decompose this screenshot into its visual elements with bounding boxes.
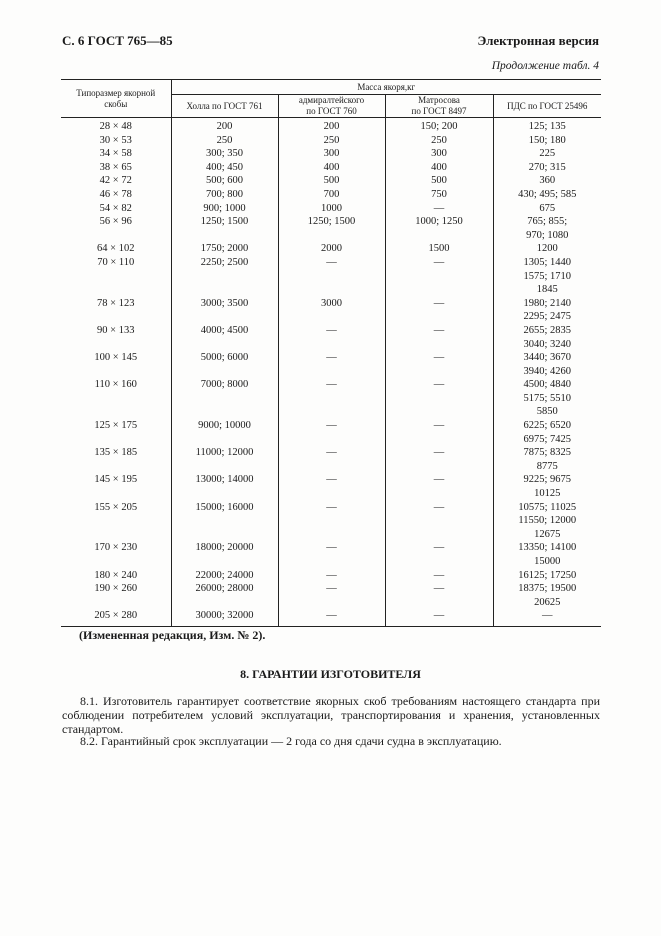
table-row — [61, 541, 601, 568]
table-cell: 42 × 72 — [61, 174, 171, 188]
table-cell: — — [385, 473, 493, 500]
table-cell: 1250; 1500 — [171, 215, 278, 242]
table-cell: 13000; 14000 — [171, 473, 278, 500]
table-cell: 30000; 32000 — [171, 609, 278, 626]
table-cell: 170 × 230 — [61, 541, 171, 568]
table-cell: 7875; 8325 8775 — [523, 447, 572, 472]
table-cell: 250 — [171, 134, 278, 148]
paragraph-8-1-text: 8.1. Изготовитель гарантирует соответствие якорных скоб требованиям настоящего стандарта при соблюдении потребителем условий эксплуатации, транспортирования и хранения, установленных стандартом. — [62, 694, 600, 736]
table-cell: 500 — [385, 174, 493, 188]
table-cell: — — [278, 609, 385, 626]
col-header-size: Типоразмер якорной скобы — [61, 80, 171, 118]
table-row — [61, 609, 601, 626]
table-cell: 54 × 82 — [61, 202, 171, 216]
table-cell: 26000; 28000 — [171, 582, 278, 609]
table-cell: — — [385, 324, 493, 351]
table-cell: 150; 200 — [385, 118, 493, 134]
table-cell: 765; 855; 970; 1080 — [526, 216, 569, 241]
table-cell: 225 — [539, 148, 556, 160]
anchor-shackle-table — [61, 79, 601, 627]
table-cell: 750 — [385, 188, 493, 202]
table-cell: 500; 600 — [171, 174, 278, 188]
table-cell: — — [278, 351, 385, 378]
table-cell: 180 × 240 — [61, 569, 171, 583]
table-cell: 100 × 145 — [61, 351, 171, 378]
table-row — [61, 446, 601, 473]
table-cell: — — [278, 256, 385, 297]
table-cell: — — [385, 569, 493, 583]
table-cell: 11000; 12000 — [171, 446, 278, 473]
table-cell: 190 × 260 — [61, 582, 171, 609]
table-row — [61, 297, 601, 324]
table-cell: — — [278, 473, 385, 500]
table-cell: 1250; 1500 — [278, 215, 385, 242]
table-cell: 700; 800 — [171, 188, 278, 202]
table-cell: — — [278, 541, 385, 568]
table-cell: — — [385, 501, 493, 542]
table-cell: 28 × 48 — [61, 118, 171, 134]
page-header-left: С. 6 ГОСТ 765—85 — [62, 33, 173, 48]
table-cell: — — [278, 582, 385, 609]
table-cell: 70 × 110 — [61, 256, 171, 297]
col-header-matrosov: Матросова по ГОСТ 8497 — [385, 95, 493, 118]
table-cell: 4000; 4500 — [171, 324, 278, 351]
table-row — [61, 242, 601, 256]
group-header-anchor-mass: Масса якоря,кг — [171, 80, 601, 95]
table-cell: 9225; 9675 10125 — [523, 474, 572, 500]
table-cell: — — [278, 569, 385, 583]
table-cell: 145 × 195 — [61, 473, 171, 500]
table-row — [61, 378, 601, 419]
table-cell: — — [278, 419, 385, 446]
table-row — [61, 161, 601, 175]
table-row — [61, 147, 601, 161]
table-cell: 38 × 65 — [61, 161, 171, 175]
table-cell: 10575; 11025 11550; 12000 12675 — [518, 501, 577, 540]
table-cell: 2250; 2500 — [171, 256, 278, 297]
table-cell: 1500 — [385, 242, 493, 256]
table-cell: 360 — [539, 175, 556, 187]
table-row — [61, 419, 601, 446]
table-cell: 1980; 2140 2295; 2475 — [523, 297, 572, 323]
table-row — [61, 324, 601, 351]
table-cell: 155 × 205 — [61, 501, 171, 542]
table-cell: 34 × 58 — [61, 147, 171, 161]
table-cell: 3000; 3500 — [171, 297, 278, 324]
table-row — [61, 569, 601, 583]
table-cell: 3440; 3670 3940; 4260 — [523, 352, 572, 377]
table-cell: — — [385, 609, 493, 626]
col-header-admiralty: адмиралтейского по ГОСТ 760 — [278, 95, 385, 118]
table-cell: 200 — [278, 118, 385, 134]
table-cell: 56 × 96 — [61, 215, 171, 242]
table-row — [61, 351, 601, 378]
paragraph-8-2-text: 8.2. Гарантийный срок эксплуатации — 2 года со дня сдачи судна в эксплуатацию. — [80, 734, 502, 748]
table-cell: 1000; 1250 — [385, 215, 493, 242]
table-cell: 430; 495; 585 — [518, 188, 577, 200]
table-row — [61, 202, 601, 216]
table-cell: 16125; 17250 — [518, 569, 577, 581]
table-cell: 250 — [278, 134, 385, 148]
table-cell: 46 × 78 — [61, 188, 171, 202]
table-cell: 110 × 160 — [61, 378, 171, 419]
table-cell: 900; 1000 — [171, 202, 278, 216]
table-cell: 250 — [385, 134, 493, 148]
table-cell: — — [385, 582, 493, 609]
table-cell: 500 — [278, 174, 385, 188]
table-cell: — — [278, 378, 385, 419]
table-cell: 270; 315 — [528, 161, 566, 173]
table-cell: — — [385, 202, 493, 216]
table-cell: 22000; 24000 — [171, 569, 278, 583]
section-title: 8. ГАРАНТИИ ИЗГОТОВИТЕЛЯ — [240, 667, 421, 681]
table-cell: 2655; 2835 3040; 3240 — [523, 324, 572, 350]
table-cell: 4500; 4840 5175; 5510 5850 — [523, 379, 572, 418]
table-cell: 15000; 16000 — [171, 501, 278, 542]
table-cell: — — [278, 501, 385, 542]
table-cell: — — [385, 256, 493, 297]
table-cell: 300 — [385, 147, 493, 161]
table-cell: 1305; 1440 1575; 1710 1845 — [523, 256, 572, 296]
table-cell: 150; 180 — [528, 134, 566, 146]
col-header-pds: ПДС по ГОСТ 25496 — [493, 95, 601, 118]
table-cell: — — [385, 419, 493, 446]
table-cell: 205 × 280 — [61, 609, 171, 626]
table-cell: — — [385, 541, 493, 568]
table-cell: 13350; 14100 15000 — [518, 542, 577, 567]
table-cell: 18000; 20000 — [171, 541, 278, 568]
table-cell: — — [385, 378, 493, 419]
table-row — [61, 118, 601, 134]
table-cell: 400; 450 — [171, 161, 278, 175]
table-cell: 1750; 2000 — [171, 242, 278, 256]
table-cell: 2000 — [278, 242, 385, 256]
table-continuation-label: Продолжение табл. 4 — [491, 60, 599, 72]
table-cell: 90 × 133 — [61, 324, 171, 351]
table-row — [61, 582, 601, 609]
table-cell: — — [385, 446, 493, 473]
table-cell: 3000 — [278, 297, 385, 324]
paragraph-8-1 — [62, 694, 600, 736]
table-cell: 125; 135 — [528, 121, 566, 132]
table-cell: 400 — [278, 161, 385, 175]
table-cell: 30 × 53 — [61, 134, 171, 148]
table-cell: 125 × 175 — [61, 419, 171, 446]
table-cell: 78 × 123 — [61, 297, 171, 324]
table-cell: 9000; 10000 — [171, 419, 278, 446]
table-row — [61, 215, 601, 242]
table-cell: 400 — [385, 161, 493, 175]
table-row — [61, 174, 601, 188]
table-cell: 300; 350 — [171, 147, 278, 161]
table-row — [61, 473, 601, 500]
amendment-note: (Измененная редакция, Изм. № 2). — [79, 628, 266, 642]
table-cell: — — [278, 324, 385, 351]
table-cell: 200 — [171, 118, 278, 134]
table-cell: 1200 — [536, 243, 558, 255]
table-row — [61, 188, 601, 202]
table-row — [61, 256, 601, 297]
table-cell: — — [278, 446, 385, 473]
table-cell: 6225; 6520 6975; 7425 — [523, 420, 572, 445]
table-cell: — — [385, 351, 493, 378]
table-cell: 5000; 6000 — [171, 351, 278, 378]
table-cell: 700 — [278, 188, 385, 202]
col-header-hall: Холла по ГОСТ 761 — [171, 95, 278, 118]
table-cell: 18375; 19500 20625 — [518, 583, 577, 608]
table-cell: 675 — [539, 202, 556, 214]
table-row — [61, 134, 601, 148]
table-cell: — — [493, 609, 601, 626]
table-row — [61, 501, 601, 542]
page-header-right: Электронная версия — [477, 33, 599, 48]
table-cell: 7000; 8000 — [171, 378, 278, 419]
table-cell: 64 × 102 — [61, 242, 171, 256]
table-cell: 135 × 185 — [61, 446, 171, 473]
paragraph-8-2 — [62, 734, 600, 748]
table-cell: 1000 — [278, 202, 385, 216]
table-cell: — — [385, 297, 493, 324]
table-cell: 300 — [278, 147, 385, 161]
